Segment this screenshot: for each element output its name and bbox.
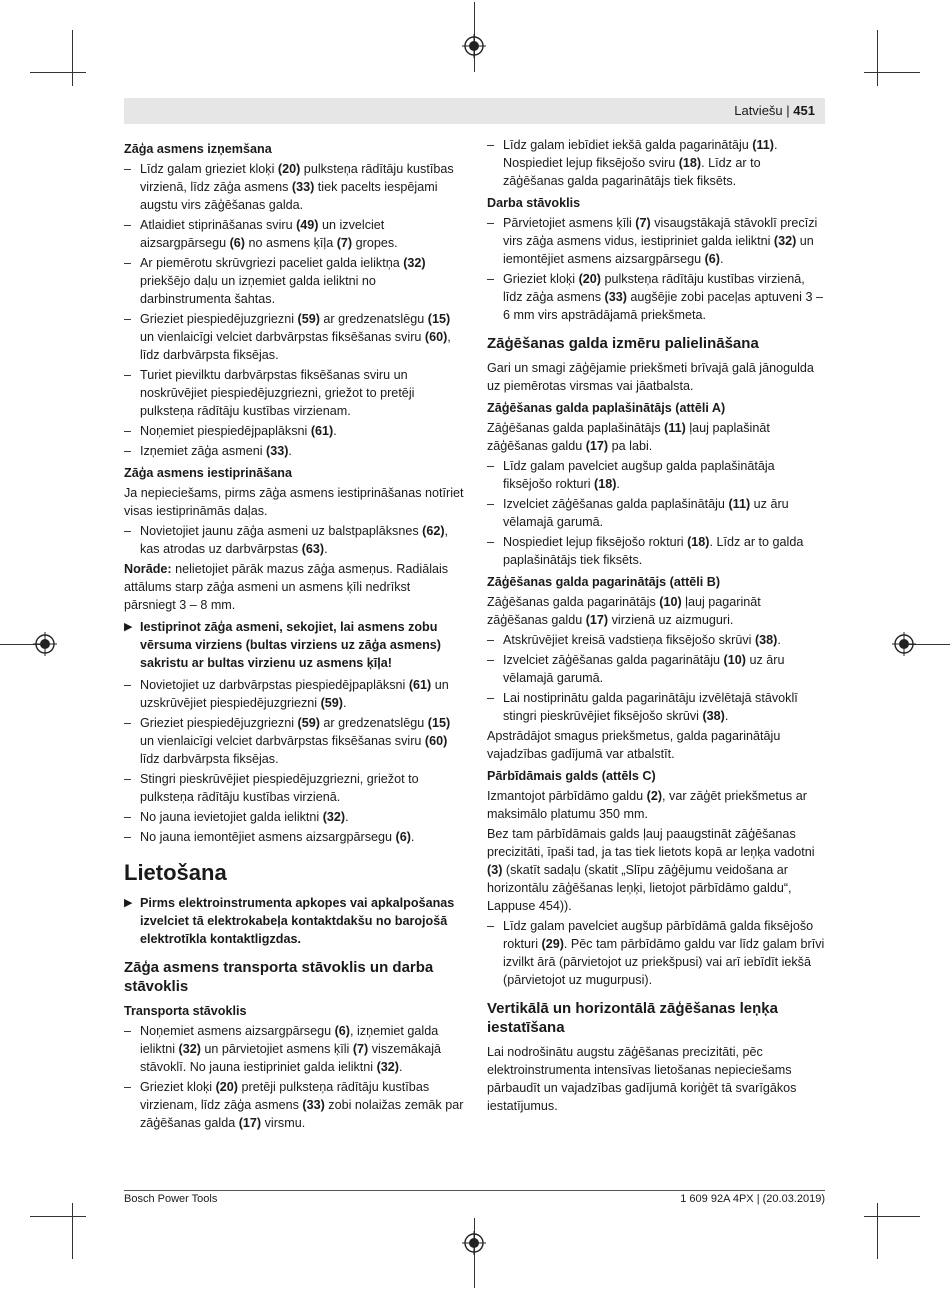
left-column: [124, 136, 464, 1134]
subsection-heading: Darba stāvoklis: [487, 196, 581, 210]
registration-target-icon: [462, 1231, 486, 1255]
footer-divider: [124, 1190, 825, 1191]
list-item: – Novietojiet uz darbvārpstas piespiedējpaplāksni (61) un uzskrūvējiet piespiedējuzgriezni (59).: [124, 676, 464, 712]
subsection-heading: Zāģēšanas galda paplašinātājs (attēli A): [487, 401, 726, 415]
page-number: 451: [793, 103, 815, 118]
paragraph: Zāģēšanas galda pagarinātājs (10) ļauj pagarināt zāģēšanas galdu (17) virzienā uz aizmuguri.: [487, 595, 761, 627]
list-item: – Stingri pieskrūvējiet piespiedējuzgriezni, griežot to pulksteņa rādītāju kustības virzienā.: [124, 770, 464, 806]
list-item: – Līdz galam pavelciet augšup galda paplašinātāja fiksējošo rokturi (18).: [487, 457, 825, 493]
list-item: – Atlaidiet stiprināšanas sviru (49) un izvelciet aizsargpārsegu (6) no asmens ķīļa (7) gropes.: [124, 216, 464, 252]
paragraph: Izmantojot pārbīdāmo galdu (2), var zāģēt priekšmetus ar maksimālo platumu 350 mm.: [487, 789, 807, 821]
subsection-heading: Zāģa asmens iestiprināšana: [124, 466, 292, 480]
paragraph: Gari un smagi zāģējamie priekšmeti brīvajā galā jānogulda uz piemērotas virsmas vai jāatbalsta.: [487, 361, 814, 393]
footer-right: 1 609 92A 4PX | (20.03.2019): [680, 1193, 825, 1205]
crop-mark: [30, 1216, 86, 1217]
list-item: – Grieziet kloķi (20) pretēji pulksteņa rādītāju kustības virzienam, līdz zāģa asmens (33) zobi nolaižas zemāk par zāģēšanas galda (17) virsmu.: [124, 1078, 464, 1132]
list-item: – Līdz galam iebīdiet iekšā galda pagarinātāju (11). Nospiediet lejup fiksējošo sviru (18). Līdz ar to zāģēšanas galda pagarinātājs tiek fiksēts.: [487, 136, 825, 190]
crop-mark: [30, 72, 86, 73]
list-item: – Lai nostiprinātu galda pagarinātāju izvēlētajā stāvoklī stingri pieskrūvējiet fiksējošo skrūvi (38).: [487, 689, 825, 725]
footer-left: Bosch Power Tools: [124, 1193, 218, 1205]
crop-mark: [72, 30, 73, 86]
list-item: – Turiet pievilktu darbvārpstas fiksēšanas sviru un noskrūvējiet piespiedējuzgriezni, griežot to pretēji pulksteņa rādītāju kustības virzienam.: [124, 366, 464, 420]
list-item: – Nospiediet lejup fiksējošo rokturi (18). Līdz ar to galda paplašinātājs tiek fiksēts.: [487, 533, 825, 569]
section-heading: Vertikālā un horizontālā zāģēšanas leņķa iestatīšana: [487, 1000, 778, 1036]
list-item: – Izvelciet zāģēšanas galda paplašinātāju (11) uz āru vēlamajā garumā.: [487, 495, 825, 531]
paragraph: Bez tam pārbīdāmais galds ļauj paaugstināt zāģēšanas precizitāti, īpaši tad, ja tas tiek lietots kopā ar leņķa vadotni (3) (skatīt sadaļu (skatit „Slīpu zāģējumu veidošana ar horizontālu zāģēšanas leņķi, lietojot pārbīdāmo galdu“, Lappuse 454)).: [487, 827, 815, 913]
triangle-bullet-icon: ▶: [124, 897, 133, 909]
list-item: – Grieziet kloķi (20) pulksteņa rādītāju kustības virzienā, līdz zāģa asmens (33) augšējie zobi paceļas aptuveni 3 – 6 mm virs apstrādājamā priekšmeta.: [487, 270, 825, 324]
list-item: – Pārvietojiet asmens ķīli (7) visaugstākajā stāvoklī precīzi virs zāģa asmens vidus, iestipriniet galda ieliktni (32) un iemontējiet asmens aizsargpārsegu (6).: [487, 214, 825, 268]
header-language: Latviešu: [734, 103, 783, 118]
list-item: – Līdz galam pavelciet augšup pārbīdāmā galda fiksējošo rokturi (29). Pēc tam pārbīdāmo galdu var līdz galam brīvi izvilkt ārā (pārvietojot uz priekšpusi) vai arī iebīdīt iekšā (pārvietojot uz mugurpusi).: [487, 917, 825, 989]
list-item: – Grieziet piespiedējuzgriezni (59) ar gredzenatslēgu (15) un vienlaicīgi velciet darbvārpstas fiksēšanas sviru (60) līdz darbvārpsta fiksējas.: [124, 714, 464, 768]
crop-mark: [72, 1203, 73, 1259]
registration-target-icon: [33, 632, 57, 656]
triangle-bullet-icon: ▶: [124, 621, 133, 633]
page-header: [124, 98, 825, 124]
subsection-heading: Pārbīdāmais galds (attēls C): [487, 769, 656, 783]
list-item: – Ar piemērotu skrūvgriezi paceliet galda ieliktņa (32) priekšējo daļu un izņemiet galda ieliktni no darbinstrumenta šahtas.: [124, 254, 464, 308]
paragraph: Zāģēšanas galda paplašinātājs (11) ļauj paplašināt zāģēšanas galdu (17) pa labi.: [487, 421, 770, 453]
crop-mark: [877, 30, 878, 86]
paragraph: Lai nodrošinātu augstu zāģēšanas precizitāti, pēc elektroinstrumenta intensīvas lietošanas nepieciešams pārbaudīt un vajadzības gadījumā koriģēt tā svarīgākos iestatījumus.: [487, 1045, 797, 1113]
list-item: – No jauna ievietojiet galda ieliktni (32).: [124, 808, 464, 826]
list-item: – Atskrūvējiet kreisā vadstieņa fiksējošo skrūvi (38).: [487, 631, 825, 649]
warning-instruction: ▶ Pirms elektroinstrumenta apkopes vai apkalpošanas izvelciet tā elektrokabeļa kontaktdakšu no barojošā elektrotīkla kontaktligzdas.: [124, 896, 455, 946]
paragraph: Apstrādājot smagus priekšmetus, galda pagarinātāju vajadzības gadījumā var atbalstīt.: [487, 729, 781, 761]
crop-mark: [877, 1203, 878, 1259]
list-item: – Novietojiet jaunu zāģa asmeni uz balstpaplāksnes (62), kas atrodas uz darbvārpstas (63).: [124, 522, 464, 558]
list-item: – Noņemiet piespiedējpaplāksni (61).: [124, 422, 464, 440]
section-heading: Zāģēšanas galda izmēru palielināšana: [487, 335, 759, 352]
list-item: – No jauna iemontējiet asmens aizsargpārsegu (6).: [124, 828, 464, 846]
list-item: – Grieziet piespiedējuzgriezni (59) ar gredzenatslēgu (15) un vienlaicīgi velciet darbvārpstas fiksēšanas sviru (60), līdz darbvārpsta fiksējas.: [124, 310, 464, 364]
subsection-heading: Transporta stāvoklis: [124, 1004, 247, 1018]
right-column: [487, 136, 825, 1117]
crop-mark: [864, 72, 920, 73]
list-item: – Izņemiet zāģa asmeni (33).: [124, 442, 464, 460]
list-item: – Noņemiet asmens aizsargpārsegu (6), izņemiet galda ieliktni (32) un pārvietojiet asmens ķīli (7) viszemākajā stāvoklī. No jauna iestipriniet galda ieliktni (32).: [124, 1022, 464, 1076]
section-heading: Zāģa asmens transporta stāvoklis un darba stāvoklis: [124, 959, 434, 995]
section-heading: Lietošana: [124, 860, 227, 885]
registration-target-icon: [462, 34, 486, 58]
registration-target-icon: [892, 632, 916, 656]
paragraph: Norāde: nelietojiet pārāk mazus zāģa asmeņus. Radiālais attālums starp zāģa asmeni un asmens ķīli nedrīkst pārsniegt 3 – 8 mm.: [124, 562, 449, 612]
crop-mark: [864, 1216, 920, 1217]
list-item: – Līdz galam grieziet kloķi (20) pulksteņa rādītāju kustības virzienā, līdz zāģa asmens (33) tiek pacelts iespējami augstu virs zāģēšanas galda.: [124, 160, 464, 214]
subsection-heading: Zāģēšanas galda pagarinātājs (attēli B): [487, 575, 721, 589]
warning-instruction: ▶ Iestiprinot zāģa asmeni, sekojiet, lai asmens zobu vērsuma virziens (bultas virziens uz zāģa asmens) sakristu ar bultas virzienu uz asmens ķīļa!: [124, 620, 441, 670]
list-item: – Izvelciet zāģēšanas galda pagarinātāju (10) uz āru vēlamajā garumā.: [487, 651, 825, 687]
header-separator: |: [786, 103, 790, 118]
subsection-heading: Zāģa asmens izņemšana: [124, 142, 272, 156]
header-text: [734, 103, 815, 118]
paragraph: Ja nepieciešams, pirms zāģa asmens iestiprināšanas notīriet visas iestiprināmās daļas.: [124, 486, 464, 518]
